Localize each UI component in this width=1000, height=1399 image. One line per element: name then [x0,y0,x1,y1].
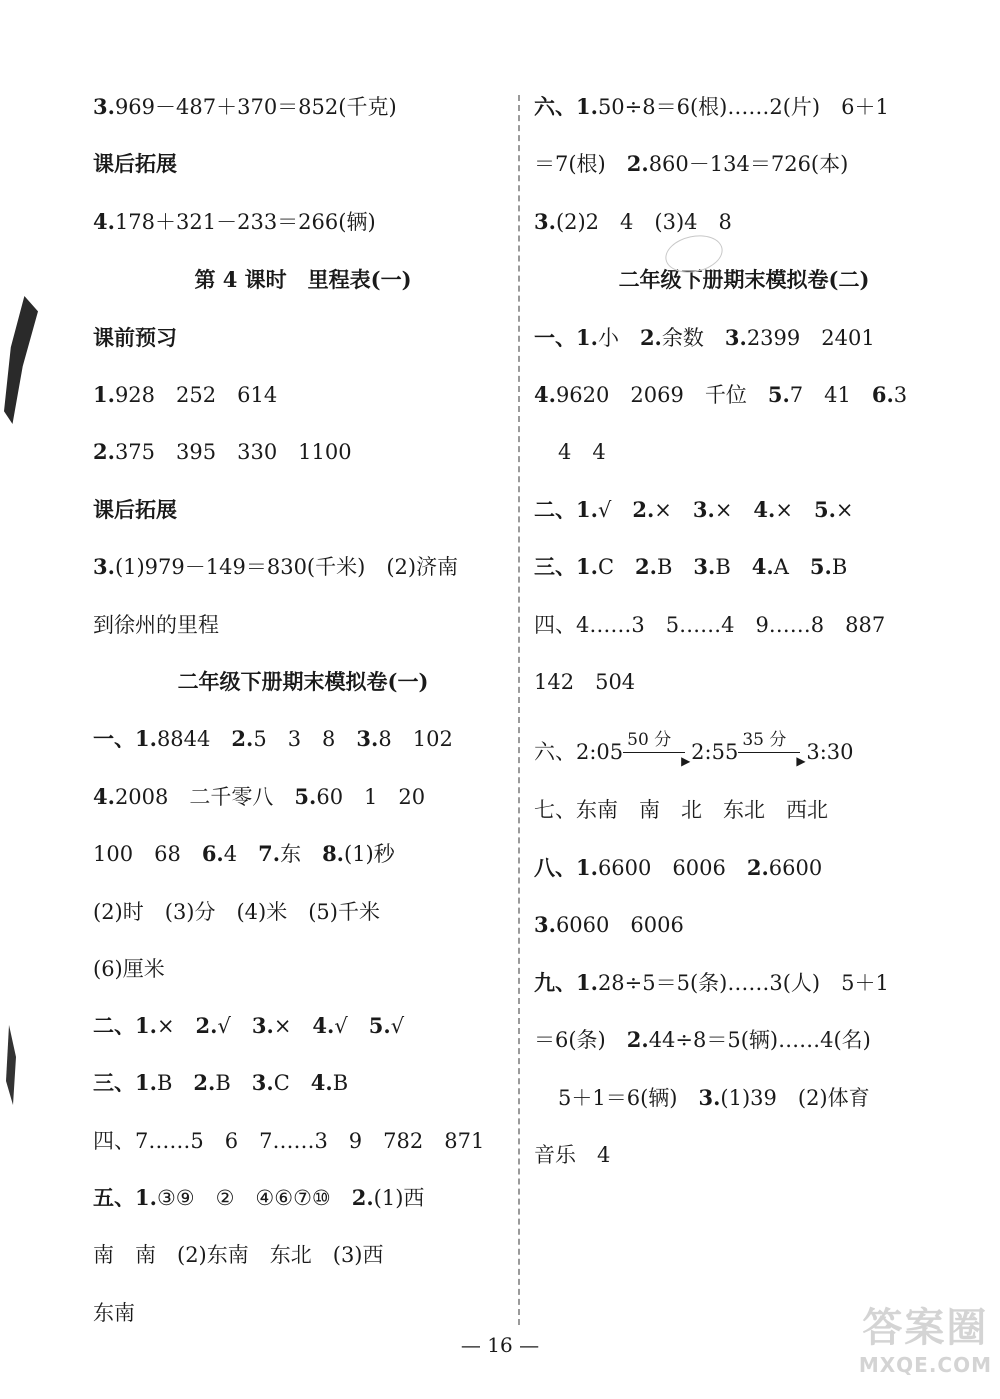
answer-text: (1)39 (2)体育 [720,1086,870,1110]
answer-line [93,207,376,237]
item-number: 5. [294,784,317,809]
arrow-shaft [623,752,685,753]
answer-text: × [775,498,814,522]
time-start: 六、2:05 [534,740,624,764]
item-number: 2. [632,497,655,522]
item-number: 1. [93,382,115,407]
answer-text: 28÷5＝5(条)……3(人) 5＋1 [597,971,889,995]
item-number: 4. [93,209,115,234]
answer-text: 6600 [768,856,823,880]
answer-text: C [597,555,636,579]
item-number: 1. [576,970,598,995]
answer-line [558,1083,870,1113]
site-watermark [859,1296,992,1377]
answer-text: 8844 [156,727,232,751]
arrow-right-icon: ▶ [796,754,806,768]
exam-title: 二年级下册期末模拟卷(二) [618,267,870,292]
answer-line [534,910,684,940]
answer-line [93,782,425,812]
answer-line: 音乐 4 [534,1143,611,1167]
part-label: 五、 [93,1185,135,1210]
item-number: 3. [251,1013,274,1038]
answer-text: B [656,555,694,579]
answer-line [534,968,889,998]
item-number: 3. [692,497,715,522]
answer-text: A [773,555,810,579]
watermark-logo-text: 答案圈 [862,1305,989,1351]
item-number: 1. [135,1013,157,1038]
answer-line [93,1068,348,1098]
item-number: 1. [576,325,598,350]
answer-line [534,552,847,582]
answer-text: B [215,1071,252,1095]
answer-text: 5 3 8 [253,727,357,751]
item-number: 4. [93,784,115,809]
answer-line [93,552,458,582]
answer-line: 四、4……3 5……4 9……8 887 [534,613,886,637]
part-label: 六、 [534,94,576,119]
item-number: 5. [767,382,790,407]
answer-text: 9620 2069 千位 [555,383,768,407]
scan-edge-mark [4,296,38,424]
item-number: 1. [576,554,598,579]
answer-line: 四、7……5 6 7……3 9 782 871 [93,1129,485,1153]
answer-text: √ [597,498,633,522]
arrow-right-icon: ▶ [681,754,691,768]
item-number: 2. [626,1027,649,1052]
item-number: 3. [693,554,716,579]
answer-text: × [156,1014,196,1038]
answer-text: B [156,1071,194,1095]
answer-text: 3 [893,383,908,407]
answer-line: 东南 [93,1301,135,1325]
item-number: 4. [310,1070,333,1095]
part-label: 九、 [534,970,576,995]
item-number: 4. [753,497,776,522]
answer-text: 178＋321－233＝266(辆) [114,210,376,234]
column-divider [518,95,520,1325]
answer-text: (1)西 [373,1186,425,1210]
answer-text: 100 68 [93,842,202,866]
answer-line [534,323,875,353]
answer-text: 4 [223,842,259,866]
answer-text: × [273,1014,313,1038]
answer-line: (2)时 (3)分 (4)米 (5)千米 [93,900,380,924]
answer-line: 到徐州的里程 [93,613,219,637]
item-number: 3. [534,912,556,937]
time-arrow-line [534,730,854,768]
answer-line [534,853,822,883]
answer-text: 928 252 614 [114,383,278,407]
item-number: 2. [93,439,115,464]
item-number: 1. [135,1185,157,1210]
answer-text: (2)2 4 (3)4 8 [555,210,732,234]
answer-line: 142 504 [534,670,636,694]
answer-line [93,839,395,869]
answer-line [93,1183,424,1213]
answer-line: 南 南 (2)东南 东北 (3)西 [93,1243,384,1267]
item-number: 8. [322,841,344,866]
answer-line [534,207,732,237]
part-label: 一、 [93,726,135,751]
answer-text: 小 [597,326,640,350]
arrow-label: 35 分 [742,730,787,750]
answer-line [534,380,907,410]
answer-text: √ [390,1014,405,1038]
watermark-url: MXQE.COM [858,1353,992,1377]
item-number: 3. [93,554,115,579]
part-label: 三、 [93,1070,135,1095]
answer-line [93,724,453,754]
answer-text: ＝6(条) [534,1028,627,1052]
arrow-shaft [738,752,800,753]
answer-text: 东 [280,842,323,866]
item-number: 4. [312,1013,335,1038]
item-number: 6. [871,382,894,407]
item-number: 7. [258,841,281,866]
item-number: 2. [635,554,657,579]
answer-text: √ [217,1014,252,1038]
answer-line [93,1011,404,1041]
answer-text: 7 41 [789,383,872,407]
item-number: 5. [368,1013,391,1038]
item-number: 4. [751,554,774,579]
item-number: 3. [251,1070,274,1095]
answer-text: B [831,555,848,579]
item-number: 3. [93,94,115,119]
section-heading: 课前预习 [93,325,177,350]
answer-line [93,380,277,410]
answer-line [534,1025,871,1055]
time-arrow [738,730,806,768]
answer-text: 44÷8＝5(辆)……4(名) [648,1028,871,1052]
answer-text: 375 395 330 1100 [114,440,352,464]
answer-text: 860－134＝726(本) [648,152,849,176]
answer-text: B [715,555,752,579]
time-arrow [623,730,691,768]
answer-text: × [835,498,854,522]
time-end: 3:30 [806,740,854,764]
item-number: 3. [698,1085,721,1110]
page-number: — 16 — [460,1333,540,1357]
answer-text: 969－487＋370＝852(千克) [114,95,397,119]
answer-text: 2399 2401 [746,326,875,350]
item-number: 1. [135,726,157,751]
answer-text: 8 102 [378,727,453,751]
item-number: 2. [351,1185,374,1210]
answer-text: 2008 二千零八 [114,785,295,809]
section-heading: 课后拓展 [93,497,177,522]
answer-text: 60 1 20 [316,785,426,809]
answer-text: ＝7(根) [534,152,627,176]
item-number: 2. [195,1013,218,1038]
answer-text: 6600 6006 [597,856,747,880]
time-mid: 2:55 [691,740,739,764]
item-number: 4. [534,382,556,407]
part-label: 二、 [93,1013,135,1038]
item-number: 1. [135,1070,157,1095]
item-number: 6. [201,841,224,866]
item-number: 1. [576,497,598,522]
item-number: 2. [746,855,769,880]
answer-text: × [714,498,754,522]
part-label: 一、 [534,325,576,350]
answer-text: 6060 6006 [555,913,684,937]
answer-text: × [654,498,693,522]
answer-line [534,92,889,122]
answer-text: √ [334,1014,369,1038]
item-number: 2. [639,325,662,350]
item-number: 2. [626,151,649,176]
answer-text: B [332,1071,349,1095]
item-number: 3. [534,209,556,234]
answer-text: C [273,1071,311,1095]
part-label: 三、 [534,554,576,579]
answer-text: 50÷8＝6(根)……2(片) 6＋1 [597,95,889,119]
answer-line [93,437,352,467]
answer-text: ③⑨ ② ④⑥⑦⑩ [156,1186,352,1210]
answer-line: 七、东南 南 北 东北 西北 [534,798,828,822]
answer-text: 余数 [661,326,725,350]
section-heading: 课后拓展 [93,151,177,176]
answer-text: 5＋1＝6(辆) [558,1086,699,1110]
lesson-title: 第 4 课时 里程表(一) [194,267,412,292]
answer-line [534,149,848,179]
answer-line: 4 4 [558,440,606,464]
answer-text: (1)秒 [344,842,395,866]
exam-title: 二年级下册期末模拟卷(一) [177,669,429,694]
item-number: 3. [724,325,747,350]
part-label: 八、 [534,855,576,880]
item-number: 1. [576,855,598,880]
item-number: 5. [813,497,836,522]
scan-edge-mark [6,1025,16,1105]
answer-text: (1)979－149＝830(千米) (2)济南 [114,555,459,579]
item-number: 3. [356,726,379,751]
item-number: 5. [809,554,832,579]
answer-line [93,92,397,122]
item-number: 1. [576,94,598,119]
item-number: 2. [231,726,254,751]
answer-line [534,495,854,525]
answer-line: (6)厘米 [93,957,165,981]
arrow-label: 50 分 [627,730,672,750]
item-number: 2. [193,1070,216,1095]
part-label: 二、 [534,497,576,522]
